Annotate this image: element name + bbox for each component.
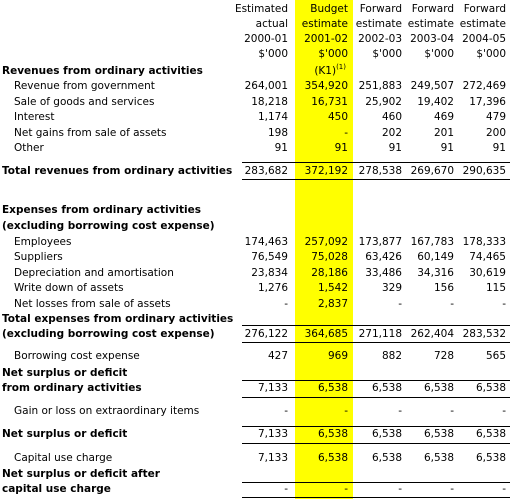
row-label: Expenses from ordinary activities (2, 204, 201, 216)
column-header-5-line2: estimate (459, 18, 506, 30)
column-header-2-line2: estimate (301, 18, 348, 30)
cell-col-3: 91 (388, 142, 402, 154)
budget-note-superscript: (1) (336, 63, 346, 71)
cell-col-2: 2,837 (317, 298, 348, 310)
table-row (0, 327, 510, 342)
cell-col-4: - (450, 298, 454, 310)
cell-col-5: - (502, 405, 506, 417)
table-row (0, 95, 510, 110)
cell-col-4: - (450, 483, 454, 495)
total-rule (242, 482, 510, 483)
table-row (0, 482, 510, 497)
cell-col-4: 469 (433, 111, 454, 123)
cell-col-1: 283,682 (244, 165, 288, 177)
cell-col-1: 198 (267, 127, 288, 139)
cell-col-5: 565 (485, 350, 506, 362)
cell-col-1: 7,133 (257, 382, 288, 394)
cell-col-5: 17,396 (469, 96, 506, 108)
cell-col-2: 6,538 (317, 428, 348, 440)
table-row (0, 381, 510, 396)
cell-col-2: 364,685 (304, 328, 348, 340)
table-row (0, 266, 510, 281)
total-rule (242, 397, 510, 398)
row-label: Revenues from ordinary activities (2, 65, 203, 77)
total-rule (242, 162, 510, 163)
cell-col-5: 115 (485, 282, 506, 294)
column-header-4-unit: $'000 (424, 48, 454, 60)
cell-col-2: 6,538 (317, 382, 348, 394)
column-header-3-year: 2002-03 (358, 33, 402, 45)
cell-col-1: 264,001 (244, 80, 288, 92)
column-header-5-unit: $'000 (476, 48, 506, 60)
table-row (0, 467, 510, 482)
table-row (0, 219, 510, 234)
cell-col-4: 19,402 (417, 96, 454, 108)
cell-col-2: 16,731 (311, 96, 348, 108)
row-label: Capital use charge (14, 452, 113, 464)
cell-col-3: 251,883 (358, 80, 402, 92)
cell-col-1: - (284, 405, 288, 417)
cell-col-4: 6,538 (423, 382, 454, 394)
cell-col-3: 33,486 (365, 267, 402, 279)
cell-col-1: 18,218 (251, 96, 288, 108)
column-header-4-line1: Forward (411, 3, 454, 15)
cell-col-3: 271,118 (358, 328, 402, 340)
cell-col-1: 91 (274, 142, 288, 154)
cell-col-1: 76,549 (251, 251, 288, 263)
table-row (0, 281, 510, 296)
row-label: Employees (14, 236, 72, 248)
table-row (0, 164, 510, 179)
cell-col-3: 278,538 (358, 165, 402, 177)
table-row (0, 203, 510, 218)
budget-note-label: (K1) (314, 65, 337, 77)
cell-col-3: 63,426 (365, 251, 402, 263)
row-label: Net surplus or deficit (2, 428, 128, 440)
cell-col-2: 257,092 (304, 236, 348, 248)
table-row (0, 235, 510, 250)
cell-col-1: - (284, 298, 288, 310)
column-header-5-line1: Forward (463, 3, 506, 15)
cell-col-5: 74,465 (469, 251, 506, 263)
row-label: Suppliers (14, 251, 63, 263)
cell-col-2: 372,192 (304, 165, 348, 177)
cell-col-2: 6,538 (317, 452, 348, 464)
column-header-5-year: 2004-05 (462, 33, 506, 45)
table-row (0, 110, 510, 125)
cell-col-1: 174,463 (244, 236, 288, 248)
budget-note (314, 64, 346, 79)
column-header-3-line1: Forward (359, 3, 402, 15)
table-row (0, 297, 510, 312)
column-header-1-year: 2000-01 (244, 33, 288, 45)
cell-col-1: 7,133 (257, 428, 288, 440)
total-rule (242, 325, 510, 326)
cell-col-2: 91 (334, 142, 348, 154)
cell-col-3: - (398, 483, 402, 495)
row-label: (excluding borrowing cost expense) (2, 220, 215, 232)
row-label: Write down of assets (14, 282, 124, 294)
row-label: Sale of goods and services (14, 96, 155, 108)
row-label: from ordinary activities (2, 382, 142, 394)
total-rule (242, 179, 510, 180)
row-label: Depreciation and amortisation (14, 267, 174, 279)
row-label: Revenue from government (14, 80, 155, 92)
cell-col-1: 427 (267, 350, 288, 362)
cell-col-4: 167,783 (410, 236, 454, 248)
cell-col-5: 200 (485, 127, 506, 139)
table-row (0, 366, 510, 381)
row-label: Net losses from sale of assets (14, 298, 171, 310)
cell-col-5: - (502, 298, 506, 310)
cell-col-5: 6,538 (475, 428, 506, 440)
cell-col-5: 479 (485, 111, 506, 123)
cell-col-3: 6,538 (371, 452, 402, 464)
column-header-3-line2: estimate (355, 18, 402, 30)
cell-col-5: 30,619 (469, 267, 506, 279)
cell-col-4: 156 (433, 282, 454, 294)
row-label: Net gains from sale of assets (14, 127, 167, 139)
column-header-1-unit: $'000 (258, 48, 288, 60)
cell-col-4: 6,538 (423, 452, 454, 464)
cell-col-3: 329 (381, 282, 402, 294)
cell-col-2: 354,920 (304, 80, 348, 92)
cell-col-1: - (284, 483, 288, 495)
cell-col-4: 201 (433, 127, 454, 139)
cell-col-1: 7,133 (257, 452, 288, 464)
cell-col-4: 262,404 (410, 328, 454, 340)
total-rule (242, 426, 510, 427)
cell-col-1: 276,122 (244, 328, 288, 340)
cell-col-5: 290,635 (462, 165, 506, 177)
table-row (0, 64, 510, 79)
total-rule (242, 380, 510, 381)
cell-col-3: 25,902 (365, 96, 402, 108)
cell-col-3: 6,538 (371, 428, 402, 440)
column-header-2-unit: $'000 (318, 48, 348, 60)
cell-col-2: - (344, 127, 348, 139)
row-label: Total expenses from ordinary activities (2, 313, 234, 325)
cell-col-2: 1,542 (317, 282, 348, 294)
column-header-4-line2: estimate (407, 18, 454, 30)
cell-col-4: 728 (433, 350, 454, 362)
cell-col-2: - (344, 483, 348, 495)
cell-col-5: 6,538 (475, 382, 506, 394)
total-rule (242, 342, 510, 343)
cell-col-2: - (344, 405, 348, 417)
cell-col-2: 75,028 (311, 251, 348, 263)
row-label: Total revenues from ordinary activities (2, 165, 233, 177)
cell-col-5: 272,469 (462, 80, 506, 92)
cell-col-4: 91 (440, 142, 454, 154)
cell-col-1: 1,276 (257, 282, 288, 294)
row-label: Gain or loss on extraordinary items (14, 405, 200, 417)
table-row (0, 349, 510, 364)
cell-col-3: 202 (381, 127, 402, 139)
cell-col-4: 60,149 (417, 251, 454, 263)
row-label: Other (14, 142, 44, 154)
cell-col-4: 6,538 (423, 428, 454, 440)
cell-col-3: 882 (381, 350, 402, 362)
cell-col-5: 283,532 (462, 328, 506, 340)
column-header-1-line1: Estimated (234, 3, 288, 15)
cell-col-3: - (398, 298, 402, 310)
cell-col-1: 23,834 (251, 267, 288, 279)
column-header-3-unit: $'000 (372, 48, 402, 60)
cell-col-5: 91 (492, 142, 506, 154)
row-label: capital use charge (2, 483, 111, 495)
cell-col-5: - (502, 483, 506, 495)
cell-col-2: 28,186 (311, 267, 348, 279)
cell-col-4: 249,507 (410, 80, 454, 92)
cell-col-4: - (450, 405, 454, 417)
column-header-2-line1: Budget (310, 3, 348, 15)
column-header-2-year: 2001-02 (304, 33, 348, 45)
table-row (0, 250, 510, 265)
cell-col-3: 173,877 (358, 236, 402, 248)
row-label: Net surplus or deficit after (2, 468, 160, 480)
cell-col-3: - (398, 405, 402, 417)
row-label: Borrowing cost expense (14, 350, 140, 362)
cell-col-3: 460 (381, 111, 402, 123)
cell-col-1: 1,174 (257, 111, 288, 123)
cell-col-4: 34,316 (417, 267, 454, 279)
cell-col-3: 6,538 (371, 382, 402, 394)
table-row (0, 404, 510, 419)
row-label: Net surplus or deficit (2, 367, 128, 379)
column-header-4-year: 2003-04 (410, 33, 454, 45)
cell-col-5: 6,538 (475, 452, 506, 464)
total-rule (242, 497, 510, 498)
row-label: (excluding borrowing cost expense) (2, 328, 215, 340)
cell-col-2: 969 (327, 350, 348, 362)
total-rule (242, 443, 510, 444)
table-row (0, 79, 510, 94)
table-row (0, 451, 510, 466)
table-row (0, 126, 510, 141)
table-row (0, 427, 510, 442)
cell-col-5: 178,333 (462, 236, 506, 248)
cell-col-2: 450 (327, 111, 348, 123)
row-label: Interest (14, 111, 55, 123)
column-header-1-line2: actual (255, 18, 288, 30)
cell-col-4: 269,670 (410, 165, 454, 177)
table-row (0, 141, 510, 156)
